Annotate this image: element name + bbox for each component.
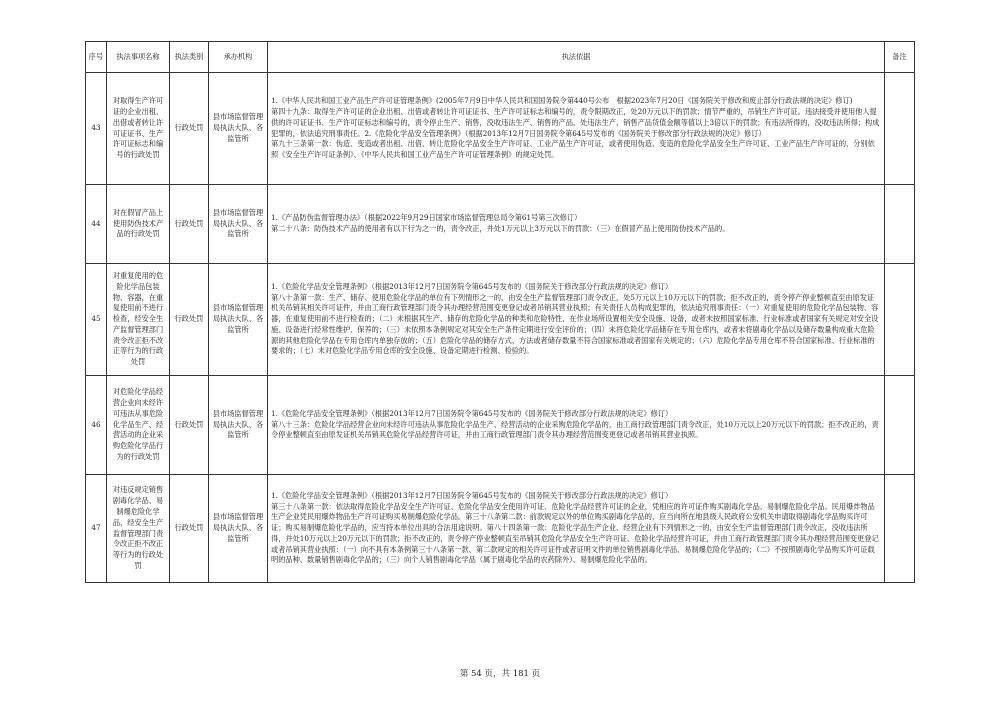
row-seq: 44 [86,185,107,264]
basis-paragraph: 第八十条第一款：生产、储存、使用危险化学品的单位有下列情形之一的，由安全生产监督管理部门责令改正，处5万元以上10万元以下的罚款；拒不改正的，责令停产停业整顿直至由原发证机关吊销其相关许可证件，并由工商行政管理部门责令其办理经营范围变更登记或者吊销其营业执照；有关责任人员构成犯罪的，依法追究刑事责任：（一）对重复使用的危险化学品包装物、容器，在重复使用前不进行检查的；（二）未根据其生产、储存的危险化学品的种类和危险特性，在作业场所设置相关安全设施、设备，或者未按照国家标准、行业标准或者国家有关规定对安全设施、设备进行经常性维护、保养的；（三）未依照本条例规定对其安全生产条件定期进行安全评价的；（四）未将危险化学品储存在专用仓库内，或者未将剧毒化学品以及储存数量构成重大危险源的其他危险化学品在专用仓库内单独存放的；（五）危险化学品的储存方式、方法或者储存数量不符合国家标准或者国家有关规定的；（六）危险化学品专用仓库不符合国家标准、行业标准的要求的；（七）未对危险化学品专用仓库的安全设施、设备定期进行检测、检验的。 [271,292,879,356]
enforcement-table [85,41,915,583]
table-row [86,73,915,185]
row-category: 行政处罚 [170,264,209,376]
table-row [86,376,915,475]
header-basis: 执法依据 [268,42,885,73]
header-agency: 承办机构 [209,42,268,73]
row-item-name: 对危险化学品经营企业向未经许可违法从事危险化学品生产、经营活动的企业采购危险化学品行为的行政处罚 [107,376,170,475]
row-legal-basis [268,73,885,185]
row-seq: 46 [86,376,107,475]
row-item-name: 对违反规定销售剧毒化学品、易制爆危险化学品，经安全生产监督管理部门责令改正拒不改正等行为的行政处罚 [107,475,170,583]
header-category: 执法类别 [170,42,209,73]
row-category: 行政处罚 [170,73,209,185]
basis-paragraph: 1.《危险化学品安全管理条例》（根据2013年12月7日国务院令第645号发布的《国务院关于修改部分行政法规的决定》修订） [271,281,673,291]
row-remark [885,73,915,185]
header-row [86,42,915,73]
row-remark [885,264,915,376]
row-item-name: 对在假冒产品上使用防伪技术产品的行政处罚 [107,185,170,264]
basis-paragraph: 第九十三条第一款：伪造、变造或者出租、出借、转让危险化学品安全生产许可证、工业产品生产许可证，或者使用伪造、变造的危险化学品安全生产许可证、工业产品生产许可证的，分别依照《安全生产许可证条例》、《中华人民共和国工业产品生产许可证管理条例》的规定处罚。 [271,139,875,160]
row-legal-basis [268,376,885,475]
row-category: 行政处罚 [170,475,209,583]
basis-paragraph: 1.《中华人民共和国工业产品生产许可证管理条例》(2005年7月9日中华人民共和国国务院令第440号公布 根据2023年7月20日《国务院关于修改和废止部分行政法规的决定》修订) [271,96,853,106]
basis-paragraph: 第二十八条：防伪技术产品的使用者有以下行为之一的，责令改正，并处1万元以上3万元以下的罚款：（三）在假冒产品上使用防伪技术产品的。 [271,224,730,233]
row-legal-basis [268,475,885,583]
row-legal-basis [268,264,885,376]
header-seq: 序号 [86,42,107,73]
row-seq: 43 [86,73,107,185]
row-seq: 47 [86,475,107,583]
row-item-name: 对取得生产许可证的企业出租、出借或者转让许可证证书、生产许可证标志和编号的行政处罚 [107,73,170,185]
row-category: 行政处罚 [170,376,209,475]
page-number: 第 54 页，共 181 页 [459,669,541,679]
row-legal-basis [268,185,885,264]
basis-paragraph: 1.《危险化学品安全管理条例》（根据2013年12月7日国务院令第645号发布的《国务院关于修改部分行政法规的决定》修订） [271,490,673,500]
row-agency: 县市场监督管理局执法大队、各监管所 [209,475,268,583]
header-remark: 备注 [885,42,915,73]
basis-paragraph: 第八十三条：危险化学品经营企业向未经许可违法从事危险化学品生产、经营活动的企业采购危险化学品的，由工商行政管理部门责令改正，处10万元以上20万元以下的罚款；拒不改正的，责令停业整顿直至由原发证机关吊销其危险化学品经营许可证，并由工商行政管理部门责令其办理经营范围变更登记或者吊销其营业执照。 [271,419,879,440]
row-item-name: 对重复使用的危险化学品包装物、容器，在重复使用前不进行检查，经安全生产监督管理部门责令改正拒不改正等行为的行政处罚 [107,264,170,376]
basis-paragraph: 第四十九条：取得生产许可证的企业出租、出借或者转让许可证证书、生产许可证标志和编号的，责令限期改正，处20万元以下的罚款；情节严重的，吊销生产许可证。违法接受并使用他人提供的许可证证书、生产许可证标志和编号的，责令停止生产、销售，没收违法生产、销售的产品，处违法生产、销售产品货值金额等值以上3倍以下的罚款；有违法所得的，没收违法所得；构成犯罪的，依法追究刑事责任。2.《危险化学品安全管理条例》（根据2013年12月7日国务院令第645号发布的《国务院关于修改部分行政法规的决定》修订） [271,106,880,138]
basis-paragraph: 第三十八条第一款：依法取得危险化学品安全生产许可证、危险化学品安全使用许可证、危险化学品经营许可证的企业，凭相应的许可证件购买剧毒化学品、易制爆危险化学品。民用爆炸物品生产企业凭民用爆炸物品生产许可证购买易制爆危险化学品。第三十八条第二款：前款规定以外的单位购买剧毒化学品的，应当向所在地县级人民政府公安机关申请取得剧毒化学品购买许可证；购买易制爆危险化学品的，应当持本单位出具的合法用途说明。第八十四条第一款：危险化学品生产企业、经营企业有下列情形之一的，由安全生产监督管理部门责令改正，没收违法所得，并处10万元以上20万元以下的罚款；拒不改正的，责令停产停业整顿直至吊销其危险化学品安全生产许可证、危险化学品经营许可证，并由工商行政管理部门责令其办理经营范围变更登记或者吊销其营业执照：（一）向不具有本条例第三十八条第一款、第二款规定的相关许可证件或者证明文件的单位销售剧毒化学品、易制爆危险化学品的；（二）不按照剧毒化学品购买许可证载明的品种、数量销售剧毒化学品的；（三）向个人销售剧毒化学品（属于剧毒化学品的农药除外）、易制爆危险化学品的。 [271,501,879,565]
basis-paragraph: 1.《产品防伪监督管理办法》（根据2022年9月29日国家市场监督管理总局令第61号第三次修订） [271,213,582,223]
table-row [86,264,915,376]
row-agency: 县市场监督管理局执法大队、各监管所 [209,185,268,264]
table-row [86,475,915,583]
table-row [86,185,915,264]
row-agency: 县市场监督管理局执法大队、各监管所 [209,264,268,376]
row-category: 行政处罚 [170,185,209,264]
header-name: 执法事项名称 [107,42,170,73]
row-agency: 县市场监督管理局执法大队、各监管所 [209,73,268,185]
row-remark [885,475,915,583]
row-remark [885,185,915,264]
row-remark [885,376,915,475]
row-agency: 县市场监督管理局执法大队、各监管所 [209,376,268,475]
row-seq: 45 [86,264,107,376]
basis-paragraph: 1.《危险化学品安全管理条例》（根据2013年12月7日国务院令第645号发布的《国务院关于修改部分行政法规的决定》修订） [271,408,673,418]
